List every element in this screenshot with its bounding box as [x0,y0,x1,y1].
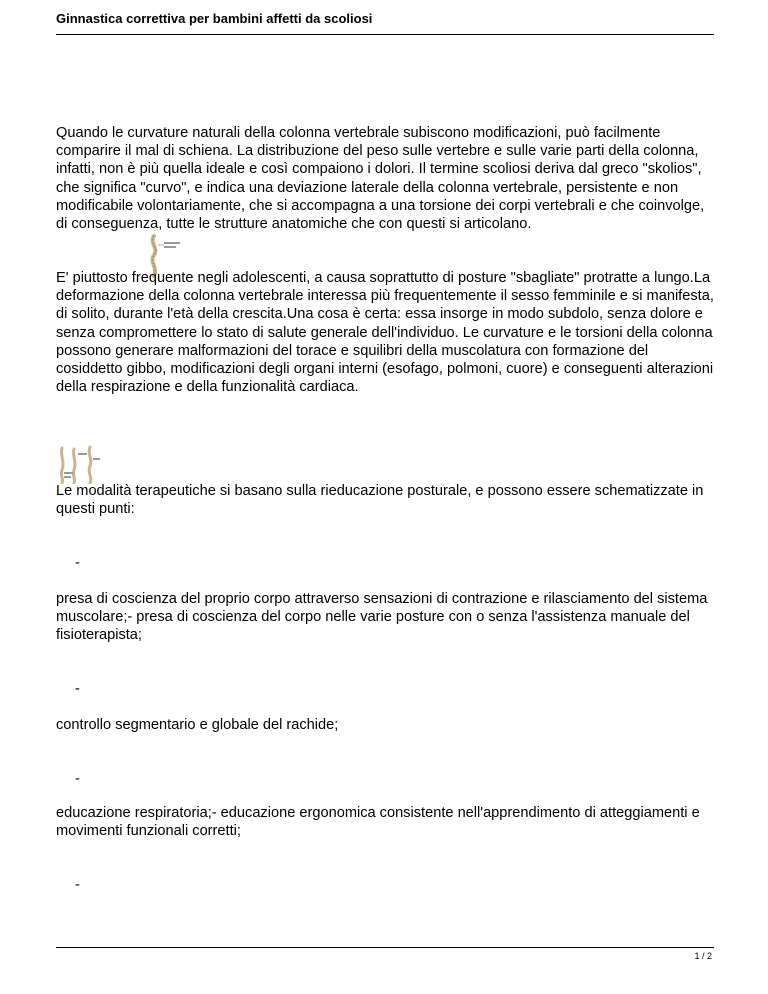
page-number: 1 / 2 [694,951,712,961]
footer-divider [56,947,714,948]
paragraph-description: E' piuttosto frequente negli adolescenti, a causa soprattutto di posture "sbagliate" protratte a lungo.La deformazione della colonna vertebrale interessa più frequentemente il sesso femminile e si manifesta, di solito, durante l'età della crescita.Una cosa è certa: essa insorge in modo subdolo, senza dolore e senza compromettere lo stato di salute generale dell'individuo. Le curvature e le torsioni della colonna possono generare malformazioni del torace e squilibri della muscolatura con formazione del cosiddetto gibbo, modificazioni degli organi interni (esofago, polmoni, cuore) e conseguenti alterazioni della respirazione e della funzionalità cardiaca. [56,270,714,396]
posture-figure-image [56,444,102,484]
list-dash-4: - [75,877,80,893]
header-divider [56,34,714,35]
paragraph-intro: Quando le curvature naturali della colonna vertebrale subiscono modificazioni, può facilmente comparire il mal di schiena. La distribuzione del peso sulle vertebre e sulle varie parti della colonna, infatti, non è più quella ideale e così compaiono i dolori. Il termine scoliosi deriva dal greco "skolios", che significa "curvo", e indica una deviazione laterale della colonna vertebrale, persistente e non modificabile volontariamente, che si accompagna a una torsione dei corpi vertebrali e che coinvolge, di conseguenza, tutte le strutture anatomiche che con questi si articolano. [56,125,705,233]
page-header-title: Ginnastica correttiva per bambini affetti da scoliosi [56,11,373,26]
list-dash-2: - [75,681,80,697]
list-item-1: presa di coscienza del proprio corpo attraverso sensazioni di contrazione e rilasciamento del sistema muscolare;- presa di coscienza del corpo nelle varie posture con o senza l'assistenza manuale del fisioterapista; [56,591,708,644]
list-dash-3: - [75,771,80,787]
list-dash-1: - [75,555,80,571]
paragraph-therapy-intro: Le modalità terapeutiche si basano sulla rieducazione posturale, e possono essere schematizzate in questi punti: [56,483,704,518]
list-item-3: educazione respiratoria;- educazione ergonomica consistente nell'apprendimento di atteggiamenti e movimenti funzionali corretti; [56,805,700,840]
list-item-2: controllo segmentario e globale del rachide; [56,717,339,733]
